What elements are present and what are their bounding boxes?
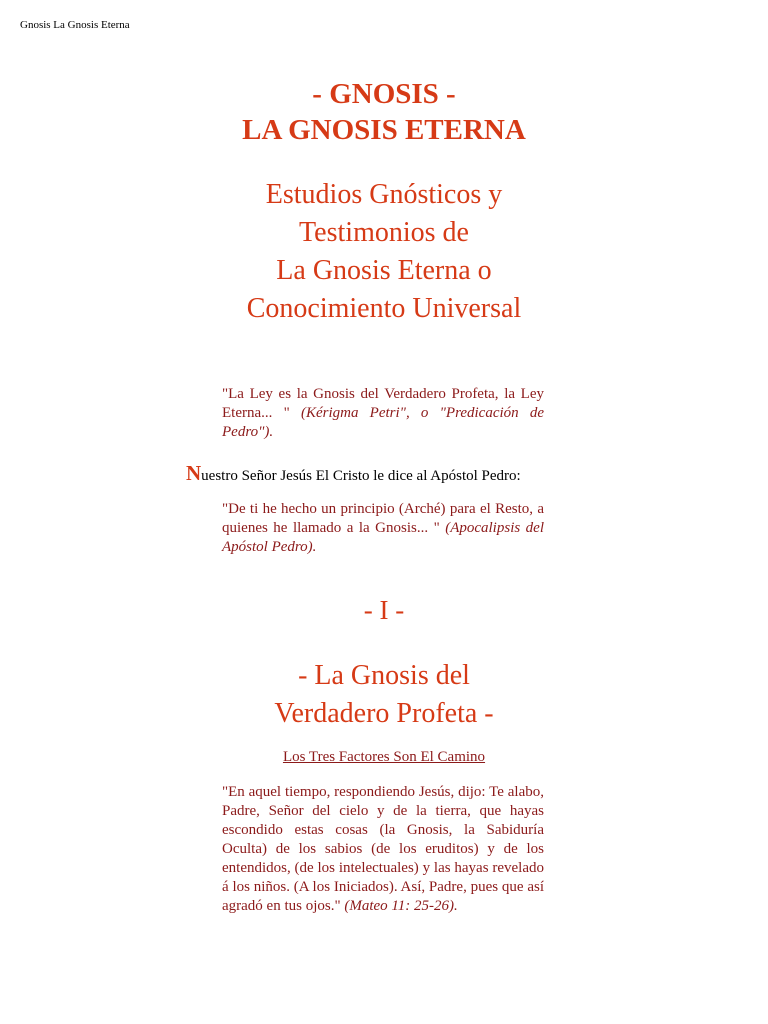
subtitle-line-2: Testimonios de (299, 217, 469, 248)
subtitle-line-3: La Gnosis Eterna o (276, 255, 492, 286)
section-subheading: Los Tres Factores Son El Camino (282, 749, 486, 765)
section-title (0, 657, 768, 733)
title-line-1: - GNOSIS - (312, 78, 456, 110)
quote-1-citation: (Kérigma Petri", o "Predicación de Pedro"). (222, 405, 545, 440)
subtitle-line-4: Conocimiento Universal (246, 293, 522, 324)
subtitle-line-1: Estudios Gnósticos y (265, 179, 503, 210)
title-line-2: LA GNOSIS ETERNA (242, 114, 526, 146)
quote-1-text: "La Ley es la Gnosis del Verdadero Profeta, la Ley Eterna... " (222, 386, 544, 421)
quote-2-text: "De ti he hecho un principio (Arché) para el Resto, a quienes he llamado a la Gnosis... " (222, 501, 544, 536)
epigraph-quote-1 (222, 385, 544, 442)
document-subtitle (0, 176, 768, 328)
quote-3-text: "En aquel tiempo, respondiendo Jesús, dijo: Te alabo, Padre, Señor del cielo y de la tierra, que hayas escondido estas cosas (la Gnosis, la Sabiduría Oculta) de los sabios (de los eruditos) y de los entendidos, (de los intelectuales) y las hayas revelado á los niños. (A los Iniciados). Así, Padre, pues que así agradó en tus ojos." (222, 784, 544, 914)
section-title-line-2: Verdadero Profeta - (274, 698, 494, 729)
running-header: Gnosis La Gnosis Eterna (20, 19, 130, 31)
epigraph-quote-2 (222, 500, 544, 557)
section-number: - I - (363, 595, 405, 625)
lead-text: uestro Señor Jesús El Cristo le dice al Apóstol Pedro: (201, 468, 521, 484)
quote-2-citation: (Apocalipsis del Apóstol Pedro). (222, 520, 545, 555)
document-title (0, 76, 768, 148)
lead-paragraph (186, 462, 521, 487)
scripture-quote (222, 783, 544, 916)
section-title-line-1: - La Gnosis del (298, 660, 470, 691)
drop-cap: N (186, 461, 202, 485)
quote-3-citation: (Mateo 11: 25-26). (344, 898, 458, 914)
